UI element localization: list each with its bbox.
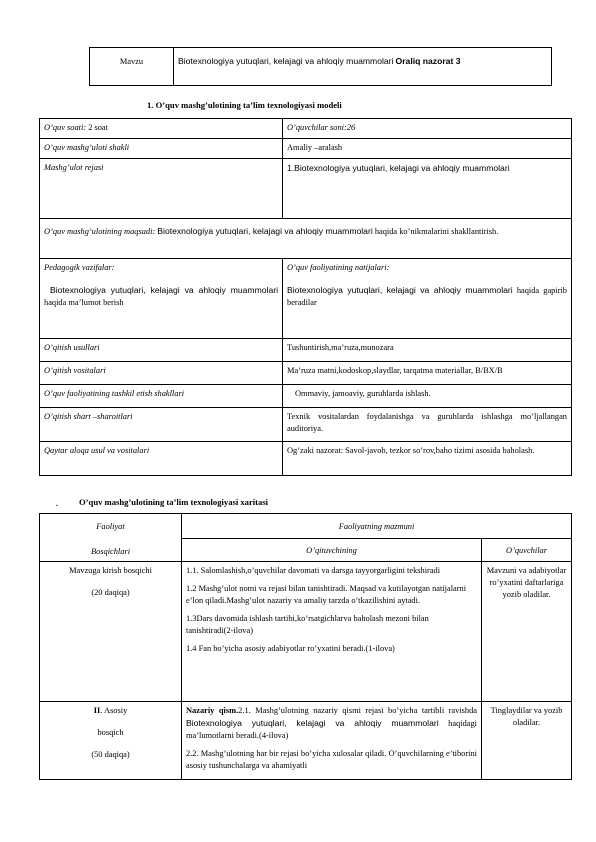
stage1-step-4: 1.4 Fan bo’yicha asosiy adabiyotlar ro’yxatini beradi.(1-ilova) xyxy=(186,644,395,653)
stage2-name-numeral: II xyxy=(93,706,101,715)
lesson-plan-label: Mashg’ulot rejasi xyxy=(40,159,283,219)
stage2-step-1 xyxy=(186,705,477,742)
stage1-time: (20 daqiqa) xyxy=(91,588,130,597)
feedback-value: Og’zaki nazorat: Savol-javob, tezkor so’rov,baho tizimi asosida baholash. xyxy=(283,442,572,476)
study-hours-cell xyxy=(40,119,283,139)
model-table xyxy=(39,118,572,476)
stage2-theory-label: Nazariy qism. xyxy=(186,706,239,715)
pedagogic-tasks-topic: Biotexnologiya yutuqlari, kelajagi va ahloqiy muammolari xyxy=(50,285,278,295)
stage2-step-1-rest: haqidagi ma’lumotlarni beradi.(4-ilova) xyxy=(186,719,477,740)
students-count-label: O’quvchilar soni: xyxy=(287,123,347,132)
stage2-time: (50 daqiqa) xyxy=(91,750,130,759)
stage1-cell xyxy=(40,562,182,702)
students-count-cell xyxy=(283,119,572,139)
learning-results-label: O’quv faoliyatining natijalari: xyxy=(287,263,390,272)
study-hours-label: O’quv soati: xyxy=(44,123,87,132)
lesson-goal-label: O’quv mashg’ulotining maqsadi: xyxy=(44,227,156,236)
learning-results-rest: haqida gapirib beradilar xyxy=(287,286,567,307)
topic-value-text: Biotexnologiya yutuqlari, kelajagi va ahloqiy muammolari xyxy=(178,56,394,66)
lesson-form-value: Amaliy –aralash xyxy=(283,139,572,159)
teacher-header: O’qituvchining xyxy=(182,539,482,562)
pedagogic-tasks-text xyxy=(44,284,278,309)
map-table xyxy=(39,513,572,780)
stage2-name-line2: bosqich xyxy=(97,728,124,737)
students-header: O’quvchilar xyxy=(482,539,572,562)
stage2-step-2: 2.2. Mashg’ulotning har bir rejasi bo’yicha xulosalar qiladi. O’quvchilarning e’tiborini asosiy tushunchalarga va ahamiyatli xyxy=(186,749,477,770)
stage1-step-3: 1.3Dars davomida ishlash tartibi,ko’rsatgichlarva baholash mezoni bilan tanishtiradi(2-ilova) xyxy=(186,614,429,635)
stage1-step-2: 1.2 Mashg’ulot nomi va rejasi bilan tanishtiradi. Maqsad va kutilayotgan natijalarni e’lon qiladi.Mashg’ulot nazariy va amaliy tarzda o’tkazilishini aytadi. xyxy=(186,584,467,605)
stage1-name: Mavzuga kirish bosqichi xyxy=(69,566,152,575)
teaching-tools-value: Ma’ruza matni,kodoskop,slaydlar, tarqatma materiallar, B/BX/B xyxy=(283,362,572,385)
teaching-tools-label: O’qitish vositalari xyxy=(40,362,283,385)
stage-header xyxy=(40,514,182,562)
section1-title: 1. O’quv mashg’ulotining ta’lim texnologiyasi modeli xyxy=(147,100,342,110)
topic-table xyxy=(89,47,552,86)
students-count-value: 26 xyxy=(346,123,356,132)
learning-results-cell xyxy=(283,259,572,339)
teaching-methods-label: O’qitish usullari xyxy=(40,339,283,362)
stage2-cell xyxy=(40,702,182,780)
content-header: Faoliyatning mazmuni xyxy=(182,514,572,539)
pedagogic-tasks-label: Pedagogik vazifalar: xyxy=(44,263,115,272)
lesson-plan-value: 1.Biotexnologiya yutuqlari, kelajagi va ahloqiy muammolari xyxy=(283,159,572,219)
stage1-teacher-cell xyxy=(182,562,482,702)
topic-value xyxy=(174,48,552,86)
stage2-name-rest: . Asosiy xyxy=(100,706,128,715)
lesson-goal-rest: haqida ko’nikmalarini shakllantirish. xyxy=(374,227,499,236)
learning-results-text xyxy=(287,284,567,309)
feedback-label: Qaytar aloqa usul va vositalari xyxy=(40,442,283,476)
lesson-goal-topic: Biotexnologiya yutuqlari, kelajagi va ahloqiy muammolari xyxy=(157,226,373,236)
activity-forms-value: Ommaviy, jamoaviy, guruhlarda ishlash. xyxy=(283,385,572,408)
lesson-goal-cell xyxy=(40,219,572,259)
stage-header-line1: Faoliyat xyxy=(96,522,125,531)
lesson-form-label: O’quv mashg’uloti shakli xyxy=(40,139,283,159)
conditions-label: O’qitish shart –sharoitlari xyxy=(40,408,283,442)
stage2-step-1-pre: 2.1. Mashg’ulotning nazariy qismi rejasi bo’yicha tartibli ravishda xyxy=(238,706,477,715)
stage1-step-1: 1.1. Salomlashish,o’quvchilar davomati va darsga tayyorgarligini tekshiradi xyxy=(186,566,441,575)
stage2-students: Tinglaydilar va yozib oladilar. xyxy=(482,702,572,780)
pedagogic-tasks-cell xyxy=(40,259,283,339)
activity-forms-label: O’quv faoliyatining tashkil etish shakllari xyxy=(40,385,283,408)
stage2-name xyxy=(44,705,177,717)
teaching-methods-value: Tushuntirish,ma’ruza,munozara xyxy=(283,339,572,362)
stage2-step-1-topic: Biotexnologiya yutuqlari, kelajagi va ahloqiy muammolari xyxy=(186,718,439,728)
stage-header-line2: Bosqichlari xyxy=(90,547,131,556)
study-hours-value: 2 soat xyxy=(88,123,108,132)
stage2-teacher-cell xyxy=(182,702,482,780)
pedagogic-tasks-rest: haqida ma’lumot berish xyxy=(44,298,124,307)
topic-label: Mavzu xyxy=(90,48,174,86)
section2-title: O’quv mashg’ulotining ta’lim texnologiyasi xaritasi xyxy=(79,497,269,507)
stage1-students: Mavzuni va adabiyotlar ro’yxatini daftarlariga yozib oladilar. xyxy=(482,562,572,702)
topic-value-bold: Oraliq nazorat 3 xyxy=(395,56,461,66)
learning-results-topic: Biotexnologiya yutuqlari, kelajagi va ahloqiy muammolari xyxy=(287,285,513,295)
conditions-value: Texnik vositalardan foydalanishga va guruhlarda ishlashga mo’ljallangan auditoriya. xyxy=(283,408,572,442)
section2-marker: . xyxy=(56,498,59,508)
